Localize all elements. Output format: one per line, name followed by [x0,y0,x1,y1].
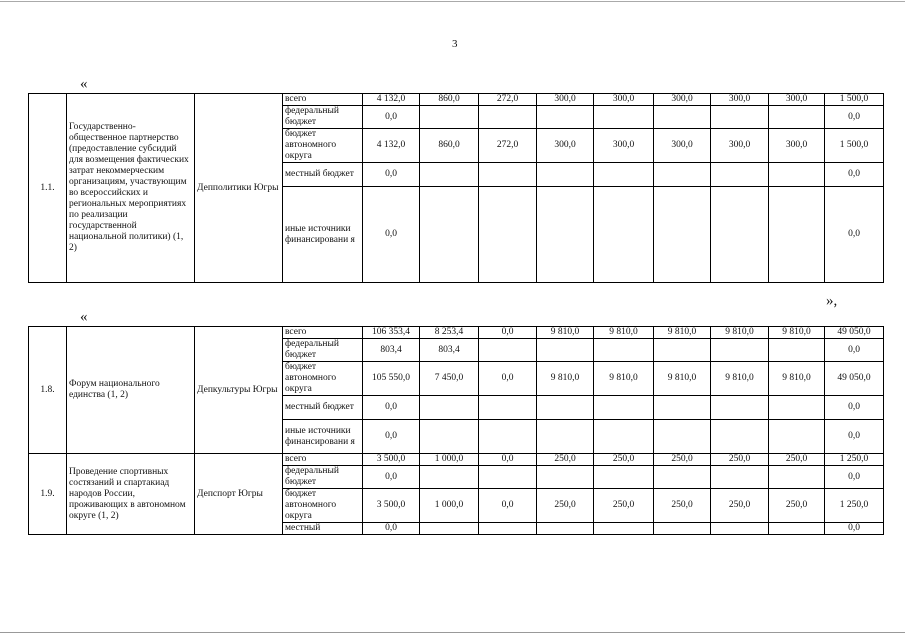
amount-cell [594,339,654,362]
amount-cell [479,420,537,454]
amount-cell: 250,0 [654,454,711,466]
amount-cell: 9 810,0 [769,362,825,396]
amount-cell: 300,0 [769,94,825,106]
amount-cell: 4 132,0 [363,94,420,106]
amount-cell: 9 810,0 [769,327,825,339]
amount-cell: 9 810,0 [594,327,654,339]
funding-source-label: бюджет автономного округа [283,362,363,396]
amount-cell [654,466,711,489]
amount-cell: 272,0 [479,94,537,106]
amount-cell [711,187,769,283]
amount-cell: 250,0 [594,454,654,466]
amount-cell: 0,0 [479,362,537,396]
amount-cell: 0,0 [825,396,884,420]
funding-source-label: иные источники финансировани я [283,420,363,454]
amount-cell: 0,0 [479,327,537,339]
amount-cell: 0,0 [825,523,884,535]
amount-cell: 0,0 [825,106,884,129]
amount-cell [769,396,825,420]
amount-cell [769,523,825,535]
amount-cell [420,466,479,489]
amount-cell [420,106,479,129]
amount-cell [537,420,594,454]
funding-source-label: бюджет автономного округа [283,129,363,163]
amount-cell [479,339,537,362]
table-row [29,327,884,339]
measure-name: Форум национального единства (1, 2) [67,327,195,454]
amount-cell: 272,0 [479,129,537,163]
amount-cell: 860,0 [420,129,479,163]
amount-cell: 105 550,0 [363,362,420,396]
amount-cell [420,396,479,420]
amount-cell [711,420,769,454]
funding-source-label: федеральный бюджет [283,466,363,489]
amount-cell [537,163,594,187]
close-quote: », [826,293,838,309]
amount-cell [769,106,825,129]
amount-cell: 300,0 [654,129,711,163]
amount-cell [537,523,594,535]
responsible-executor: Депполитики Югры [195,94,283,283]
scan-edge-top [0,1,905,2]
measure-name: Государственно-общественное партнерство (предоставление субсидий для возмещения фактических затрат некоммерческим организациям, участвующим во всероссийских и региональных мероприятиях по реализации государственной национальной политики) (1, 2) [67,94,195,283]
amount-cell: 1 500,0 [825,94,884,106]
amount-cell [537,339,594,362]
financing-table-1 [28,93,884,283]
amount-cell: 0,0 [363,163,420,187]
amount-cell [594,466,654,489]
amount-cell [594,163,654,187]
financing-table-2 [28,326,884,535]
amount-cell: 250,0 [594,489,654,523]
funding-source-label: всего [283,94,363,106]
amount-cell [654,420,711,454]
amount-cell: 250,0 [711,454,769,466]
amount-cell: 7 450,0 [420,362,479,396]
amount-cell [711,523,769,535]
amount-cell [769,466,825,489]
amount-cell [479,523,537,535]
funding-source-label: всего [283,327,363,339]
amount-cell: 250,0 [711,489,769,523]
amount-cell: 300,0 [537,129,594,163]
funding-source-label: федеральный бюджет [283,106,363,129]
amount-cell: 300,0 [769,129,825,163]
amount-cell [537,187,594,283]
amount-cell [594,106,654,129]
amount-cell: 300,0 [537,94,594,106]
responsible-executor: Депспорт Югры [195,454,283,535]
item-number: 1.9. [29,454,67,535]
amount-cell: 0,0 [363,396,420,420]
funding-source-label: федеральный бюджет [283,339,363,362]
amount-cell [594,523,654,535]
amount-cell [654,523,711,535]
amount-cell [479,187,537,283]
amount-cell: 0,0 [479,454,537,466]
amount-cell: 0,0 [363,466,420,489]
funding-source-label: всего [283,454,363,466]
page-number: 3 [452,38,458,50]
funding-source-label: иные источники финансировани я [283,187,363,283]
item-number: 1.8. [29,327,67,454]
amount-cell: 300,0 [711,129,769,163]
amount-cell: 9 810,0 [594,362,654,396]
amount-cell [537,106,594,129]
amount-cell: 0,0 [825,466,884,489]
amount-cell: 0,0 [363,523,420,535]
amount-cell [537,466,594,489]
amount-cell [769,420,825,454]
amount-cell: 250,0 [769,454,825,466]
amount-cell [654,163,711,187]
amount-cell: 0,0 [825,163,884,187]
amount-cell: 9 810,0 [654,327,711,339]
amount-cell: 9 810,0 [537,362,594,396]
amount-cell: 803,4 [420,339,479,362]
funding-source-label: местный бюджет [283,396,363,420]
amount-cell [711,163,769,187]
amount-cell: 1 000,0 [420,489,479,523]
amount-cell: 250,0 [537,489,594,523]
amount-cell: 250,0 [769,489,825,523]
measure-name: Проведение спортивных состязаний и спартакиад народов России, проживающих в автономном округе (1, 2) [67,454,195,535]
amount-cell [479,396,537,420]
amount-cell [769,339,825,362]
amount-cell [594,420,654,454]
amount-cell: 803,4 [363,339,420,362]
amount-cell [537,396,594,420]
amount-cell [420,163,479,187]
amount-cell: 1 000,0 [420,454,479,466]
amount-cell: 0,0 [825,187,884,283]
amount-cell: 8 253,4 [420,327,479,339]
amount-cell [420,420,479,454]
amount-cell [654,396,711,420]
funding-source-label: местный [283,523,363,535]
amount-cell: 0,0 [825,339,884,362]
amount-cell [479,466,537,489]
funding-source-label: бюджет автономного округа [283,489,363,523]
amount-cell [769,163,825,187]
amount-cell: 0,0 [363,420,420,454]
amount-cell: 0,0 [363,106,420,129]
amount-cell: 250,0 [654,489,711,523]
amount-cell [769,187,825,283]
amount-cell: 0,0 [479,489,537,523]
amount-cell: 250,0 [537,454,594,466]
amount-cell: 300,0 [711,94,769,106]
amount-cell: 1 500,0 [825,129,884,163]
table-row [29,94,884,106]
amount-cell [711,466,769,489]
amount-cell: 9 810,0 [537,327,594,339]
amount-cell: 49 050,0 [825,327,884,339]
amount-cell: 1 250,0 [825,454,884,466]
amount-cell [479,163,537,187]
amount-cell: 9 810,0 [711,362,769,396]
funding-source-label: местный бюджет [283,163,363,187]
item-number: 1.1. [29,94,67,283]
amount-cell [711,339,769,362]
amount-cell [594,396,654,420]
amount-cell: 3 500,0 [363,489,420,523]
amount-cell: 3 500,0 [363,454,420,466]
amount-cell [654,187,711,283]
amount-cell: 106 353,4 [363,327,420,339]
amount-cell: 0,0 [363,187,420,283]
table-row [29,454,884,466]
amount-cell: 860,0 [420,94,479,106]
responsible-executor: Депкультуры Югры [195,327,283,454]
amount-cell: 9 810,0 [654,362,711,396]
amount-cell [420,187,479,283]
amount-cell: 49 050,0 [825,362,884,396]
amount-cell [479,106,537,129]
open-quote-2: « [80,309,88,325]
amount-cell: 1 250,0 [825,489,884,523]
amount-cell [654,339,711,362]
amount-cell: 0,0 [825,420,884,454]
open-quote-1: « [80,76,88,92]
amount-cell: 9 810,0 [711,327,769,339]
amount-cell [420,523,479,535]
amount-cell: 300,0 [594,129,654,163]
scan-edge-bottom [0,632,905,633]
amount-cell: 4 132,0 [363,129,420,163]
amount-cell: 300,0 [654,94,711,106]
amount-cell [594,187,654,283]
amount-cell [654,106,711,129]
amount-cell [711,106,769,129]
amount-cell: 300,0 [594,94,654,106]
amount-cell [711,396,769,420]
